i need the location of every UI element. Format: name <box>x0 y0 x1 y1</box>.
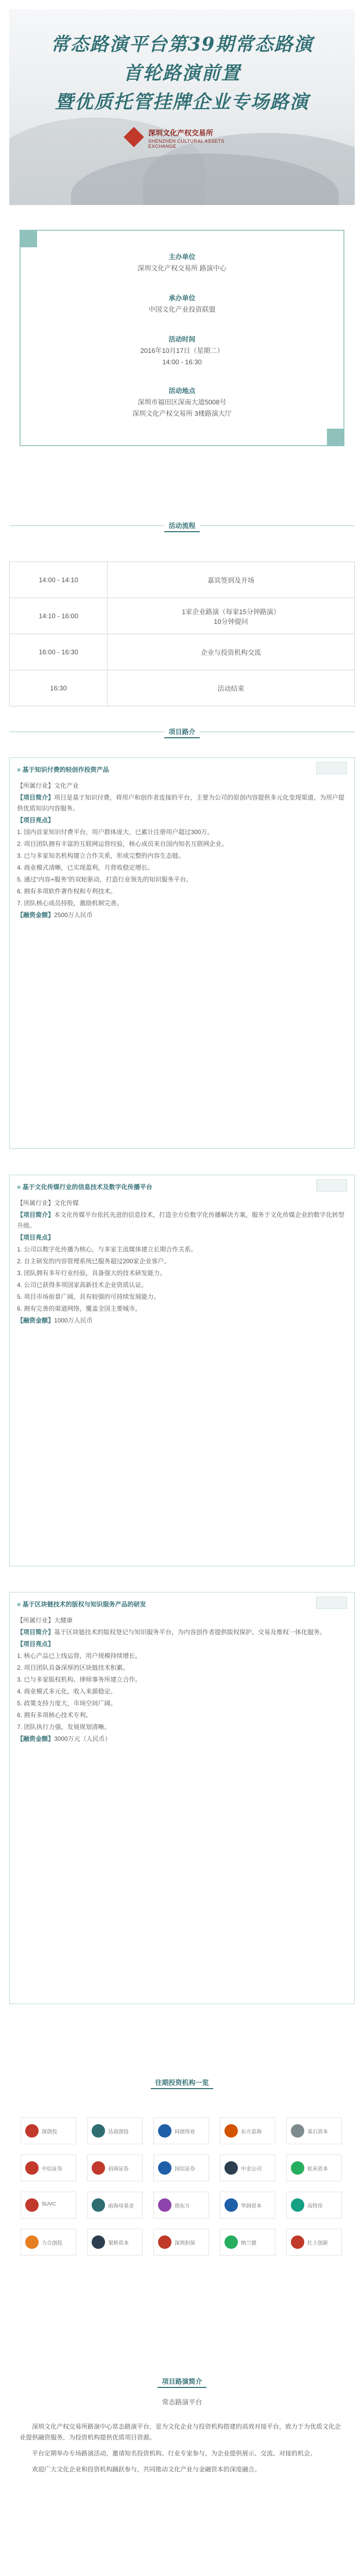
organizer-label: 主办单位 <box>168 253 196 261</box>
project-highlight: 2. 自主研发的内容管理系统已服务超过200家企业客户。 <box>17 1258 170 1265</box>
banner-title-line2: 首轮路演前置 <box>123 62 241 84</box>
time-value-hours: 14:00 - 16:30 <box>162 358 202 366</box>
investor-logo-icon <box>224 2235 238 2249</box>
project-highlights-label: 【项目亮点】 <box>17 1640 55 1648</box>
project-finance-label: 【融资金额】 <box>17 1735 55 1742</box>
investor-name: 纳兰德 <box>241 2241 256 2246</box>
schedule-heading-text: 活动流程 <box>164 519 199 532</box>
venue-value-address: 深圳市福田区深南大道5008号 <box>137 398 227 406</box>
investor-name: 同创伟业 <box>175 2129 195 2135</box>
investor-logo-tile <box>220 2155 275 2181</box>
investor-name: 华润资本 <box>241 2204 262 2209</box>
schedule-item: 嘉宾签到及开场 <box>108 562 355 598</box>
projects-heading <box>0 725 364 738</box>
hero-banner <box>9 9 355 205</box>
investors-heading <box>0 2076 364 2089</box>
investor-name: 架桥资本 <box>108 2241 129 2246</box>
banner-title-line1: 常态路演平台第39期常态路演 <box>50 33 314 55</box>
project-finance-label: 【融资金额】 <box>17 911 55 919</box>
schedule-item: 活动结束 <box>108 670 355 706</box>
banner-title-line3: 暨优质托管挂牌企业专场路演 <box>55 91 309 113</box>
intro-paragraph: 平台定期举办专场路演活动，邀请知名投资机构、行业专家参与，为企业提供展示、交流、对接的机会。 <box>32 2450 317 2457</box>
project-body <box>17 1198 346 1327</box>
project-intro: 基于区块链技术的版权登记与知识服务平台，为内容创作者提供版权保护、交易及维权一体化服务。 <box>54 1629 326 1636</box>
project-highlight: 6. 拥有多项软件著作权和专利技术。 <box>17 888 117 895</box>
investor-logo-icon <box>158 2161 171 2175</box>
co-organizer-value: 中国文化产业投资联盟 <box>148 306 216 313</box>
project-title: ■ 基于知识付费的轻创作投资产品 <box>17 765 109 774</box>
project-intro: 项目是基于知识付费，将用户和创作者连接的平台，主要为公司的原创内容提供多元化变现渠道，为用户提供优质知识内容服务。 <box>17 794 345 812</box>
corner-decoration <box>327 429 344 446</box>
table-row <box>10 634 355 670</box>
project-industry: 【所属行业】大健康 <box>17 1617 73 1624</box>
investor-logo-tile <box>220 2229 275 2256</box>
logo-subtitle: SHENZHEN CULTURAL ASSETS EXCHANGE <box>148 139 225 149</box>
table-row <box>10 598 355 634</box>
project-card <box>9 1175 355 1566</box>
investor-logo-tile <box>153 2155 209 2181</box>
investor-logo-icon <box>158 2198 171 2212</box>
table-row <box>10 670 355 706</box>
project-title: ■ 基于文化传媒行业的信息技术及数字化传播平台 <box>17 1182 152 1191</box>
project-intro: 本文化传媒平台依托先进的信息技术，打造全方位数字化传播解决方案，服务于文化传媒企业的数字化转型升级。 <box>17 1211 345 1229</box>
project-highlight: 7. 团队核心成员持股，激励机制完善。 <box>17 900 123 907</box>
investor-logo-tile <box>21 2229 76 2256</box>
project-title: ■ 基于区块链技术的版权与知识服务产品的研发 <box>17 1600 146 1608</box>
investor-logo-tile <box>21 2117 76 2144</box>
project-highlights-label: 【项目亮点】 <box>17 817 55 824</box>
investor-name: 深圳担保 <box>175 2241 195 2246</box>
investor-name: 东方富海 <box>241 2129 262 2135</box>
time-value-date: 2016年10月17日（星期二） <box>140 347 224 354</box>
investor-logo-tile <box>153 2192 209 2218</box>
investor-name: 红土创新 <box>307 2241 328 2246</box>
intro-heading <box>0 2375 364 2388</box>
project-highlight: 5. 项目市场前景广阔，具有较强的可持续发展能力。 <box>17 1293 160 1300</box>
co-organizer-section <box>21 293 343 315</box>
project-highlight: 2. 项目团队拥有丰富的互联网运营经验，核心成员来自国内知名互联网企业。 <box>17 840 228 848</box>
project-logo-image <box>316 1179 347 1192</box>
investor-name: 国信证券 <box>175 2166 195 2172</box>
investor-name: 中金公司 <box>241 2166 262 2172</box>
investor-logo-icon <box>25 2124 39 2138</box>
investor-logo-icon <box>158 2124 171 2138</box>
investor-logo-icon <box>25 2235 39 2249</box>
intro-text <box>20 2421 344 2480</box>
logo-mark-icon <box>124 127 144 147</box>
organizer-value: 深圳文化产权交易所 路演中心 <box>137 264 227 272</box>
investor-name: 力合创投 <box>42 2241 62 2246</box>
intro-paragraph: 欢迎广大文化企业和投资机构踊跃参与，共同推动文化产业与金融资本的深度融合。 <box>32 2466 261 2473</box>
project-highlights-label: 【项目亮点】 <box>17 1234 55 1241</box>
venue-section <box>21 385 343 419</box>
schedule-time: 14:00 - 14:10 <box>10 562 108 598</box>
investor-logo-tile <box>286 2155 342 2181</box>
investor-logo-icon <box>224 2124 238 2138</box>
project-card <box>9 757 355 1149</box>
intro-subheading <box>0 2396 364 2408</box>
investor-logo-tile <box>21 2155 76 2181</box>
investor-logo-tile <box>87 2229 143 2256</box>
time-section <box>21 334 343 368</box>
investor-name: 招商证券 <box>108 2166 129 2172</box>
investor-logo-icon <box>92 2161 105 2175</box>
project-highlight: 4. 公司已获得多项国家高新技术企业资质认证。 <box>17 1281 148 1289</box>
project-finance-label: 【融资金额】 <box>17 1317 55 1324</box>
schedule-table <box>9 562 355 706</box>
investor-logo-tile <box>87 2192 143 2218</box>
investor-name: 中信证券 <box>42 2166 62 2172</box>
investor-name: 高特佳 <box>307 2204 323 2209</box>
investor-logo-tile <box>21 2192 76 2218</box>
table-row <box>10 562 355 598</box>
event-info-box <box>20 230 344 446</box>
investor-logo-icon <box>291 2124 304 2138</box>
schedule-time: 16:30 <box>10 670 108 706</box>
intro-heading-text: 项目路演简介 <box>158 2375 206 2388</box>
project-intro-label: 【项目简介】 <box>17 794 55 801</box>
organizer-section <box>21 251 343 274</box>
project-highlight: 1. 公司以数字化传播为核心，与多家主流媒体建立长期合作关系。 <box>17 1246 197 1253</box>
project-body <box>17 1615 346 1745</box>
project-intro-label: 【项目简介】 <box>17 1211 55 1218</box>
investor-logo-tile <box>286 2117 342 2144</box>
intro-subheading-text: 常态路演平台 <box>162 2398 202 2406</box>
investor-name: 创东方 <box>175 2204 190 2209</box>
investor-name: 松禾资本 <box>307 2166 328 2172</box>
investor-logo-icon <box>158 2235 171 2249</box>
investor-name: 前海母基金 <box>108 2204 134 2209</box>
investor-logo-icon <box>92 2124 105 2138</box>
investors-heading-text: 往期投资机构一览 <box>151 2076 213 2089</box>
investor-logo-tile <box>220 2117 275 2144</box>
project-industry: 【所属行业】文化产业 <box>17 782 79 789</box>
investor-logo-tile <box>87 2155 143 2181</box>
project-finance: 2500万人民币 <box>54 911 93 919</box>
time-label: 活动时间 <box>168 335 196 343</box>
project-highlight: 4. 商业模式多元化，收入来源稳定。 <box>17 1688 117 1695</box>
project-highlight: 2. 项目团队具备深厚的区块链技术积累。 <box>17 1664 129 1671</box>
project-finance: 3000万元（人民币） <box>54 1735 111 1742</box>
investor-logo-icon <box>25 2161 39 2175</box>
intro-paragraph: 深圳文化产权交易所路演中心常态路演平台，是为文化企业与投资机构搭建的高效对接平台，致力于为优质文化企业提供融资服务，为投资机构提供优质项目资源。 <box>20 2423 341 2441</box>
investor-name: 达晨创投 <box>108 2129 129 2135</box>
investor-logo-icon <box>224 2198 238 2212</box>
project-highlight: 3. 团队拥有多年行业经验，具备强大的技术研发能力。 <box>17 1269 166 1277</box>
investor-logo-icon <box>224 2161 238 2175</box>
project-finance: 1000万人民币 <box>54 1317 93 1324</box>
investor-logo-tile <box>286 2192 342 2218</box>
schedule-heading <box>0 519 364 532</box>
project-highlight: 3. 已与多家知名机构建立合作关系，形成完整的内容生态链。 <box>17 852 185 859</box>
project-highlight: 1. 核心产品已上线运营，用户规模持续增长。 <box>17 1652 142 1659</box>
investor-logo-icon <box>92 2235 105 2249</box>
schedule-time: 14:10 - 16:00 <box>10 598 108 634</box>
investor-name: SUVC <box>42 2201 56 2207</box>
investor-logo-icon <box>291 2235 304 2249</box>
project-card <box>9 1592 355 2004</box>
schedule-item: 企业与投资机构交流 <box>108 634 355 670</box>
corner-decoration <box>20 230 37 247</box>
project-highlight: 7. 团队执行力强，发展规划清晰。 <box>17 1723 111 1731</box>
investor-name: 深创投 <box>42 2129 57 2135</box>
investor-logo-tile <box>220 2192 275 2218</box>
venue-value-room: 深圳文化产权交易所 3楼路演大厅 <box>132 410 232 417</box>
project-body <box>17 781 346 922</box>
schedule-time: 16:00 - 16:30 <box>10 634 108 670</box>
investor-logo-icon <box>92 2198 105 2212</box>
project-highlight: 3. 已与多家版权机构、律师事务所建立合作。 <box>17 1676 142 1683</box>
project-highlight: 1. 国内首家知识付费平台，用户群体庞大，已累计注册用户超过300万。 <box>17 828 214 836</box>
project-highlight: 6. 拥有完善的渠道网络，覆盖全国主要城市。 <box>17 1305 142 1312</box>
logo-name: 深圳文化产权交易所 <box>148 129 213 137</box>
project-highlight: 4. 商业模式清晰，已实现盈利，月营收稳定增长。 <box>17 864 154 871</box>
investor-logo-icon <box>291 2198 304 2212</box>
projects-heading-text: 项目路介 <box>164 725 199 738</box>
schedule-item: 1家企业路演（每家15分钟路演） 10分钟提问 <box>108 598 355 634</box>
investor-logo-icon <box>291 2161 304 2175</box>
investor-logo-tile <box>87 2117 143 2144</box>
investor-logo-tile <box>286 2229 342 2256</box>
project-industry: 【所属行业】文化传媒 <box>17 1199 79 1207</box>
project-intro-label: 【项目简介】 <box>17 1629 55 1636</box>
investor-name: 基石资本 <box>307 2129 328 2135</box>
investor-logo-tile <box>153 2117 209 2144</box>
project-logo-image <box>316 1597 347 1609</box>
venue-label: 活动地点 <box>168 387 196 395</box>
investor-logo-tile <box>153 2229 209 2256</box>
project-highlight: 5. 政策支持力度大，市场空间广阔。 <box>17 1700 117 1707</box>
project-logo-image <box>316 762 347 774</box>
co-organizer-label: 承办单位 <box>168 294 196 302</box>
project-highlight: 5. 通过“内容+服务”的双轮驱动，打造行业领先的知识服务平台。 <box>17 876 193 883</box>
investor-logo-icon <box>25 2198 39 2212</box>
exchange-logo <box>124 125 242 149</box>
project-highlight: 6. 拥有多项核心技术专利。 <box>17 1711 92 1719</box>
